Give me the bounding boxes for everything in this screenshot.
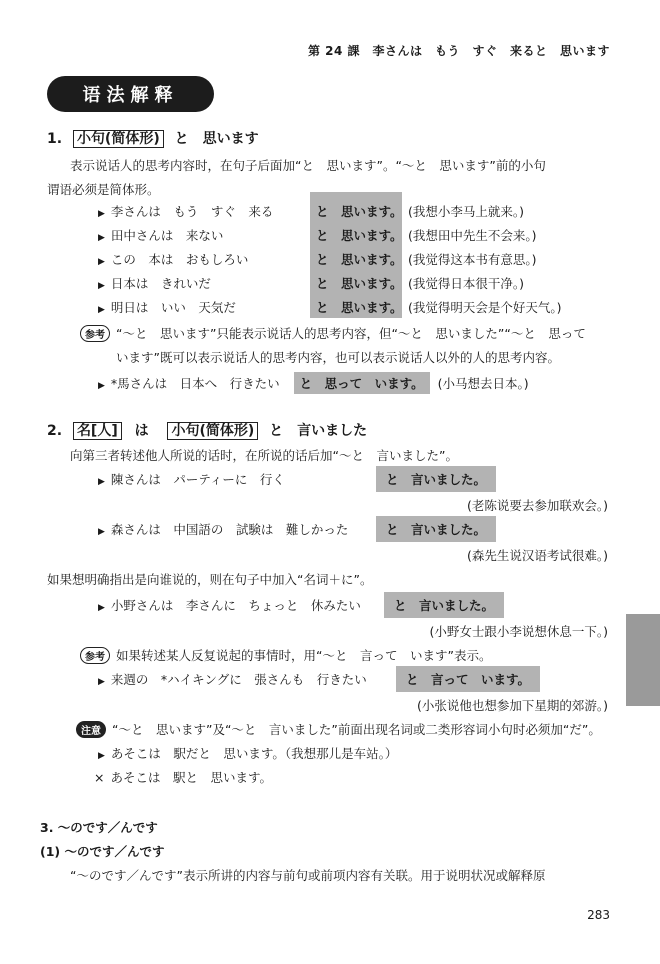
bullet-icon: ▶	[98, 209, 105, 219]
note-line2: います”既可以表示说话人的思考内容，也可以表示说话人以外的人的思考内容。	[116, 350, 560, 365]
example-highlight: と 思います。	[316, 300, 403, 315]
example-row	[98, 670, 367, 688]
chapter-edge-tab	[626, 614, 660, 706]
incorrect-example	[94, 768, 272, 786]
example-translation: (小张说他也想参加下星期的郊游。)	[416, 698, 608, 713]
example-row	[98, 596, 361, 614]
example-japanese: 明日は いい 天気だ	[110, 300, 236, 315]
section-1-pattern: と 思います	[174, 131, 259, 147]
example-japanese: 森さんは 中国語の 試験は 難しかった	[110, 522, 349, 537]
example-highlight-wrap	[376, 516, 496, 542]
bullet-icon: ▶	[98, 381, 105, 391]
bullet-icon: ▶	[98, 603, 105, 613]
example-japanese: 田中さんは 来ない	[110, 228, 224, 243]
note-badge: 参考	[80, 647, 110, 664]
section-3-desc: “～のです／んです”表示所讲的内容与前句或前项内容有关联。用于说明状况或解释原	[70, 868, 546, 883]
section-1-desc-line2: 谓语必须是简体形。	[47, 182, 160, 197]
example-translation: (我想小李马上就来。)	[408, 204, 525, 219]
bullet-icon: ▶	[98, 477, 105, 487]
example-highlight: と 思います。	[316, 276, 403, 291]
example-highlight: と 言いました。	[376, 466, 496, 492]
note-text: “～と 思います”只能表示说话人的思考内容，但“～と 思いました”“～と 思って	[116, 326, 586, 341]
example-highlight-wrap	[376, 466, 496, 492]
bullet-icon: ▶	[98, 233, 105, 243]
example-row	[98, 298, 236, 316]
cross-icon: ×	[94, 770, 105, 785]
bullet-icon: ▶	[98, 257, 105, 267]
note-line1	[80, 324, 586, 342]
running-header: 第 24 課 李さんは もう すぐ 来ると 思います	[307, 44, 610, 58]
section-2-heading	[47, 420, 367, 440]
example-japanese: この 本は おもしろい	[110, 252, 249, 267]
section-1-desc-line1: 表示说话人的思考内容时，在句子后面加“と 思います”。“～と 思います”前的小句	[70, 158, 546, 173]
example-row	[98, 202, 273, 220]
example-translation: (我想田中先生不会来。)	[408, 228, 537, 243]
bullet-icon: ▶	[98, 677, 105, 687]
section-2-desc2: 如果想明确指出是向谁说的，则在句子中加入“名词＋に”。	[47, 572, 373, 587]
section-1-heading	[47, 128, 259, 148]
example-highlight: と 思って います。	[294, 372, 430, 394]
example-japanese: 来週の *ハイキングに 張さんも 行きたい	[110, 672, 367, 687]
warning-line	[76, 720, 601, 738]
warning-text: “～と 思います”及“～と 言いました”前面出现名词或二类形容词小句时必须加“だ”。	[112, 722, 601, 737]
incorrect-example-text: あそこは 駅と 思います。	[110, 770, 272, 785]
section-1-box: 小句(简体形)	[73, 130, 164, 148]
section-2-box-clause: 小句(简体形)	[167, 422, 258, 440]
example-highlight: と 思います。	[316, 252, 403, 267]
example-japanese: 李さんは もう すぐ 来る	[110, 204, 274, 219]
section-3-heading: 3. ～のです／んです	[40, 820, 158, 835]
example-japanese: 陳さんは パーティーに 行く	[110, 472, 285, 487]
example-translation: (森先生说汉语考试很难。)	[466, 548, 608, 563]
example-row	[98, 470, 285, 488]
example-japanese: 日本は きれいだ	[110, 276, 211, 291]
example-japanese: *馬さんは 日本へ 行きたい	[110, 376, 280, 391]
example-highlight-wrap	[396, 666, 540, 692]
example-row	[98, 520, 348, 538]
section-3-subheading: (1) ～のです／んです	[40, 844, 165, 859]
example-highlight: と 言いました。	[376, 516, 496, 542]
correct-example-text: あそこは 駅だと 思います。（我想那儿是车站。）	[110, 746, 398, 761]
section-2-pattern: と 言いました	[269, 423, 368, 439]
correct-example	[98, 744, 397, 762]
example-translation: (小野女士跟小李说想休息一下。)	[429, 624, 608, 639]
example-row	[98, 226, 223, 244]
example-row	[98, 250, 248, 268]
example-highlight: と 言いました。	[384, 592, 504, 618]
example-translation: (我觉得明天会是个好天气。)	[408, 300, 562, 315]
bullet-icon: ▶	[98, 281, 105, 291]
bullet-icon: ▶	[98, 527, 105, 537]
example-japanese: 小野さんは 李さんに ちょっと 休みたい	[110, 598, 361, 613]
bullet-icon: ▶	[98, 751, 105, 761]
section-2-box-noun: 名[人]	[73, 422, 122, 440]
example-row	[98, 274, 211, 292]
note-text: 如果转述某人反复说起的事情时，用“～と 言って います”表示。	[116, 648, 492, 663]
page-number: 283	[587, 908, 610, 922]
note-line	[80, 646, 491, 664]
note-example	[98, 372, 529, 394]
example-highlight: と 言って います。	[396, 666, 540, 692]
example-translation: (小马想去日本。)	[437, 376, 529, 391]
example-highlight: と 思います。	[316, 228, 403, 243]
section-1-number: 1.	[47, 131, 63, 147]
warning-badge: 注意	[76, 721, 106, 738]
example-translation: (老陈说要去参加联欢会。)	[466, 498, 608, 513]
example-translation: (我觉得这本书有意思。)	[408, 252, 537, 267]
section-banner: 语法解释	[47, 76, 214, 112]
section-2-desc: 向第三者转述他人所说的话时，在所说的话后加“～と 言いました”。	[70, 448, 458, 463]
section-2-particle: は	[134, 423, 149, 439]
bullet-icon: ▶	[98, 305, 105, 315]
section-2-number: 2.	[47, 423, 63, 439]
note-badge: 参考	[80, 325, 110, 342]
example-highlight-wrap	[384, 592, 504, 618]
example-highlight: と 思います。	[316, 204, 403, 219]
example-translation: (我觉得日本很干净。)	[408, 276, 525, 291]
